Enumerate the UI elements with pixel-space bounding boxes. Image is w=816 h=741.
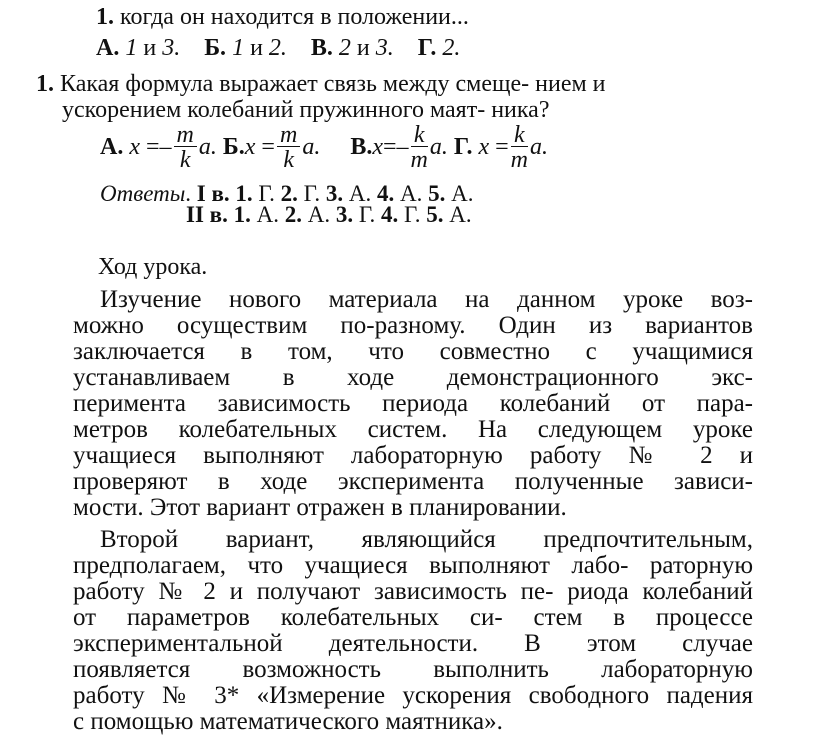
formula-option-b: Б.x = $\frac{m}{k}$ a. [222, 122, 321, 173]
question-text: когда он находится в положении... [120, 4, 469, 30]
lesson-heading: Ход урока. [98, 254, 208, 280]
fraction: $\frac{m}{k}$ [277, 124, 300, 173]
option-conj: и [143, 35, 157, 61]
option-value: 2 [338, 35, 351, 61]
text-line: Изучение нового материала на данном уроке воз- [100, 286, 753, 313]
option-value: 3. [375, 35, 394, 61]
text-line: метров колебательных систем. На следующем уроке [73, 416, 753, 443]
question-text: ускорением колебаний пружинного маят- ника? [62, 97, 550, 123]
text-line: экспериментальной деятельности. В этом случае [73, 630, 753, 657]
option-value: 1 [232, 35, 245, 61]
text-line: можно осуществим по-разному. Один из вариантов [73, 312, 753, 339]
question-2-line-2 [62, 96, 549, 124]
question-1-tail [96, 3, 469, 31]
text-line: работу № 2 и получают зависимость пе- риода колебаний [73, 578, 753, 605]
formula-options [100, 124, 548, 173]
option-conj: и [356, 35, 370, 61]
text-line: Второй вариант, являющийся предпочтительным, [100, 526, 753, 553]
text-line: предполагаем, что учащиеся выполняют лабо- раторную [73, 552, 753, 579]
text-line: мости. Этот вариант отражен в планировании. [73, 494, 567, 521]
option-label-b: Б. [204, 35, 227, 61]
text-line: от параметров колебательных си- стем в процессе [73, 604, 753, 631]
text-line: появляется возможность выполнить лабораторную [73, 656, 753, 683]
question-1-options [96, 34, 460, 62]
answers-label: Ответы [100, 181, 186, 206]
text-line: работу № 3* «Измерение ускорения свободного падения [73, 682, 753, 709]
question-number: 1. [36, 71, 54, 97]
text-line: проверяют в ходе эксперимента полученные зависи- [73, 468, 753, 495]
option-label-a: А. [96, 35, 120, 61]
text-line: перимента зависимость периода колебаний от пара- [73, 390, 753, 417]
option-value: 1 [125, 35, 138, 61]
fraction: $\frac{m}{k}$ [174, 124, 197, 173]
text-line: устанавливаем в ходе демонстрационного экс- [73, 364, 753, 391]
formula-option-c: В.x=– $\frac{k}{m}$ a. [350, 122, 448, 173]
question-number: 1. [96, 4, 114, 30]
option-value: 2. [268, 35, 287, 61]
text-line: заключается в том, что совместно с учащимися [73, 338, 753, 365]
option-value: 3. [162, 35, 181, 61]
text-line: учащиеся выполняют лабораторную работу № 2 и [73, 442, 753, 469]
variant-title: I в. [196, 181, 230, 206]
question-2-line-1 [36, 70, 606, 98]
option-conj: и [250, 35, 263, 61]
answers-variant-2: II в. 1. А. 2. А. 3. Г. 4. Г. 5. А. [186, 202, 472, 227]
text-line: с помощью математического маятника». [73, 708, 503, 735]
option-value: 2. [442, 35, 461, 61]
variant-title: II в. [186, 202, 228, 227]
answers-variant-1: Ответы. I в. 1. Г. 2. Г. 3. А. 4. А. 5. А. [100, 181, 474, 206]
option-label-c: В. [310, 35, 333, 61]
option-label-d: Г. [417, 35, 437, 61]
fraction: $\frac{k}{m}$ [510, 122, 528, 173]
formula-option-a: А. x =– $\frac{m}{k}$ a. [100, 122, 217, 173]
fraction: $\frac{k}{m}$ [410, 122, 428, 173]
formula-option-d: Г. x = $\frac{k}{m}$ a. [453, 122, 548, 173]
question-text: Какая формула выражает связь между смеще- нием и [60, 71, 606, 97]
